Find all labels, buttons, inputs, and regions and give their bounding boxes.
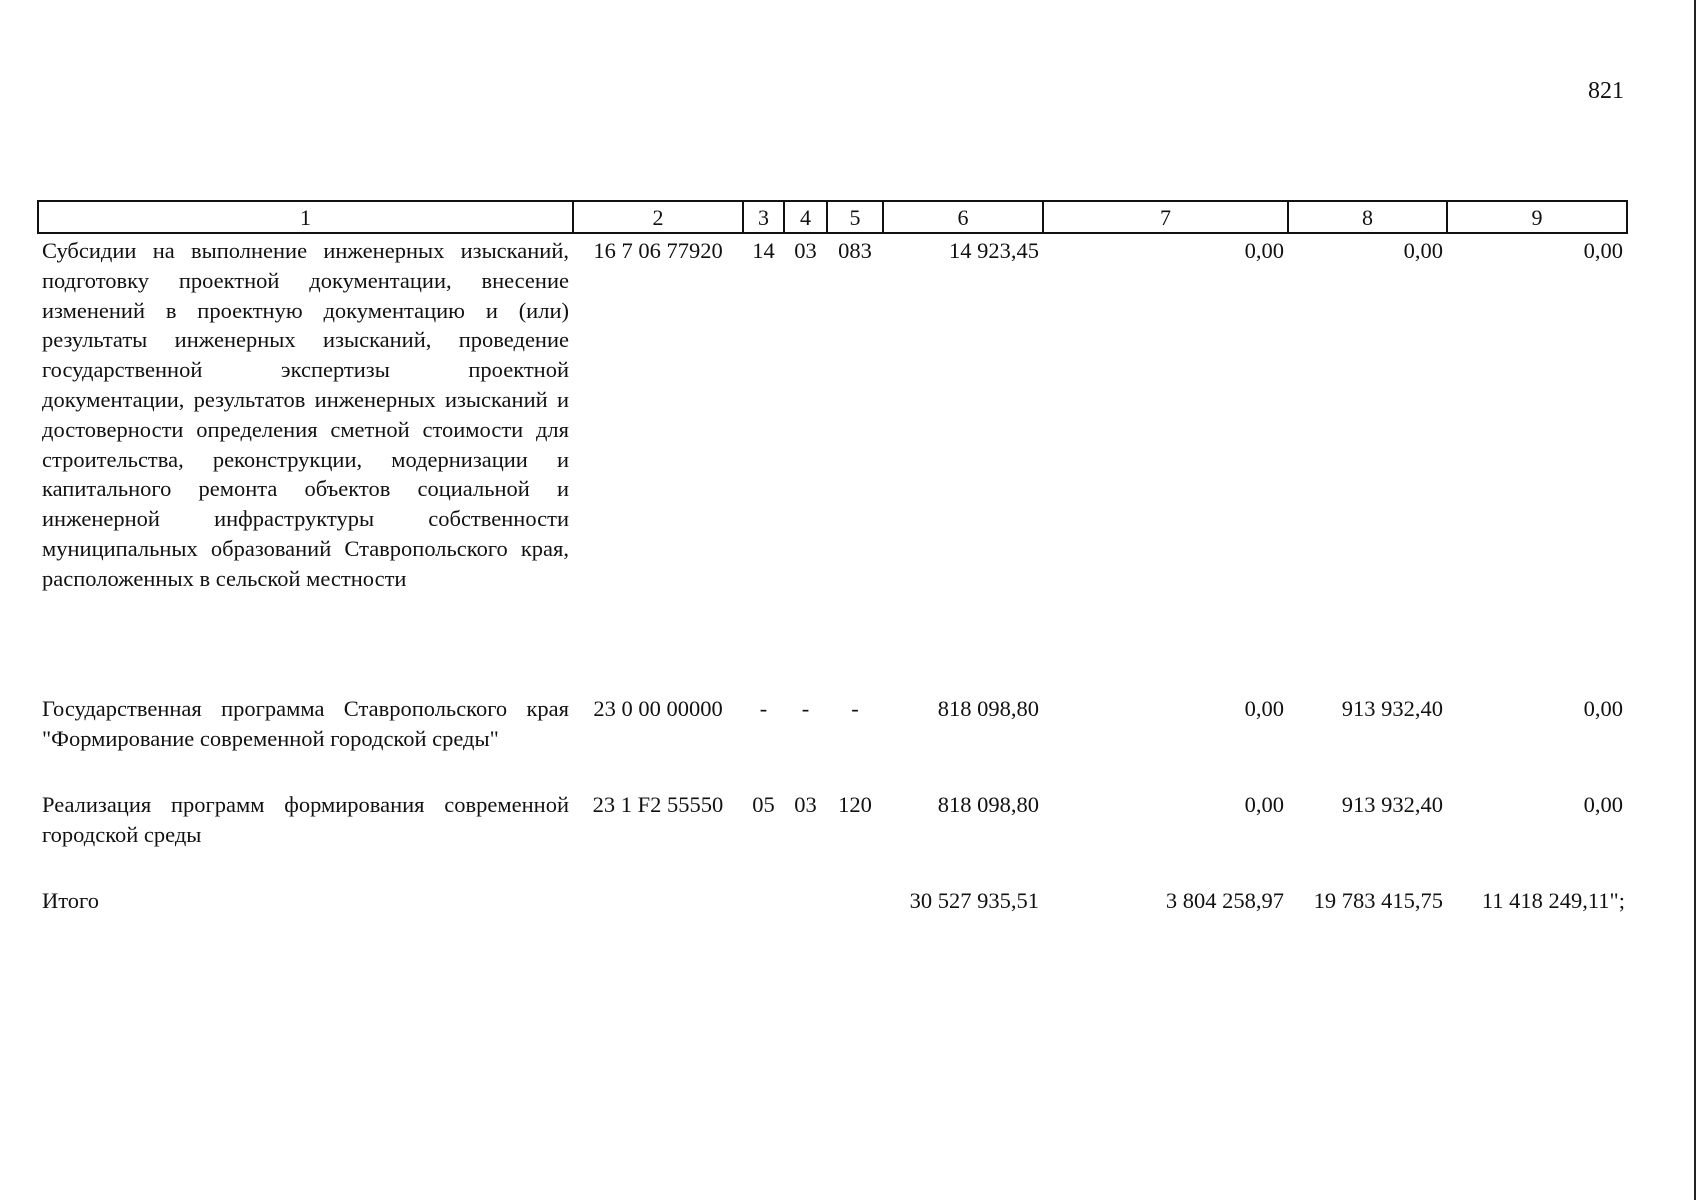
amount-col-7: 0,00 <box>1244 696 1284 721</box>
expense-type-code: 083 <box>838 238 872 263</box>
total-label: Итого <box>42 888 99 913</box>
amount-col-6: 14 923,45 <box>949 238 1039 263</box>
column-header-7: 7 <box>1043 201 1288 233</box>
total-col-6: 30 527 935,51 <box>909 888 1039 913</box>
subsection-code: - <box>801 696 810 721</box>
amount-col-8: 913 932,40 <box>1341 792 1443 817</box>
amount-col-7: 0,00 <box>1244 238 1284 263</box>
column-header-9: 9 <box>1447 201 1627 233</box>
column-header-8: 8 <box>1288 201 1447 233</box>
column-header-3: 3 <box>743 201 784 233</box>
budget-table <box>37 200 1628 918</box>
amount-col-6: 818 098,80 <box>937 792 1039 817</box>
target-article-code: 16 7 06 77920 <box>593 238 723 263</box>
total-row <box>38 884 1627 918</box>
total-col-9: 11 418 249,11"; <box>1481 888 1625 913</box>
section-code: - <box>759 696 768 721</box>
expense-type-code: 120 <box>838 792 872 817</box>
column-header-5: 5 <box>827 201 883 233</box>
amount-col-9: 0,00 <box>1583 792 1623 817</box>
table-row <box>38 233 1627 692</box>
target-article-code: 23 1 F2 55550 <box>592 792 724 817</box>
total-col-7: 3 804 258,97 <box>1165 888 1284 913</box>
column-header-6: 6 <box>883 201 1043 233</box>
column-header-2: 2 <box>573 201 743 233</box>
expense-type-code: - <box>851 696 859 721</box>
column-header-4: 4 <box>784 201 827 233</box>
amount-col-6: 818 098,80 <box>937 696 1039 721</box>
target-article-code: 23 0 00 00000 <box>593 696 723 721</box>
table-row <box>38 692 1627 788</box>
row-name: Субсидии на выполнение инженерных изысканий, подготовку проектной документации, внесение изменений в проектную документацию и (или) результаты инженерных изысканий, проведение государственной экспертизы проектной документации, результатов инженерных изысканий и достоверности определения сметной стоимости для строительства, реконструкции, модернизации и капитального ремонта объектов социальной и инженерной инфраструктуры собственности муниципальных образований Ставропольского края, расположенных в сельской местности <box>42 238 569 591</box>
section-code: 14 <box>752 238 775 263</box>
amount-col-7: 0,00 <box>1244 792 1284 817</box>
section-code: 05 <box>752 792 775 817</box>
page-number: 821 <box>1588 78 1624 104</box>
row-name: Государственная программа Ставропольского края "Формирование современной городской среды" <box>42 696 569 751</box>
amount-col-8: 913 932,40 <box>1341 696 1443 721</box>
row-name: Реализация программ формирования современной городской среды <box>42 792 569 847</box>
amount-col-8: 0,00 <box>1403 238 1443 263</box>
amount-col-9: 0,00 <box>1583 696 1623 721</box>
total-col-8: 19 783 415,75 <box>1313 888 1443 913</box>
subsection-code: 03 <box>794 792 817 817</box>
table-row <box>38 788 1627 884</box>
column-header-1: 1 <box>38 201 573 233</box>
column-number-header-row <box>38 201 1627 233</box>
subsection-code: 03 <box>794 238 817 263</box>
amount-col-9: 0,00 <box>1583 238 1623 263</box>
